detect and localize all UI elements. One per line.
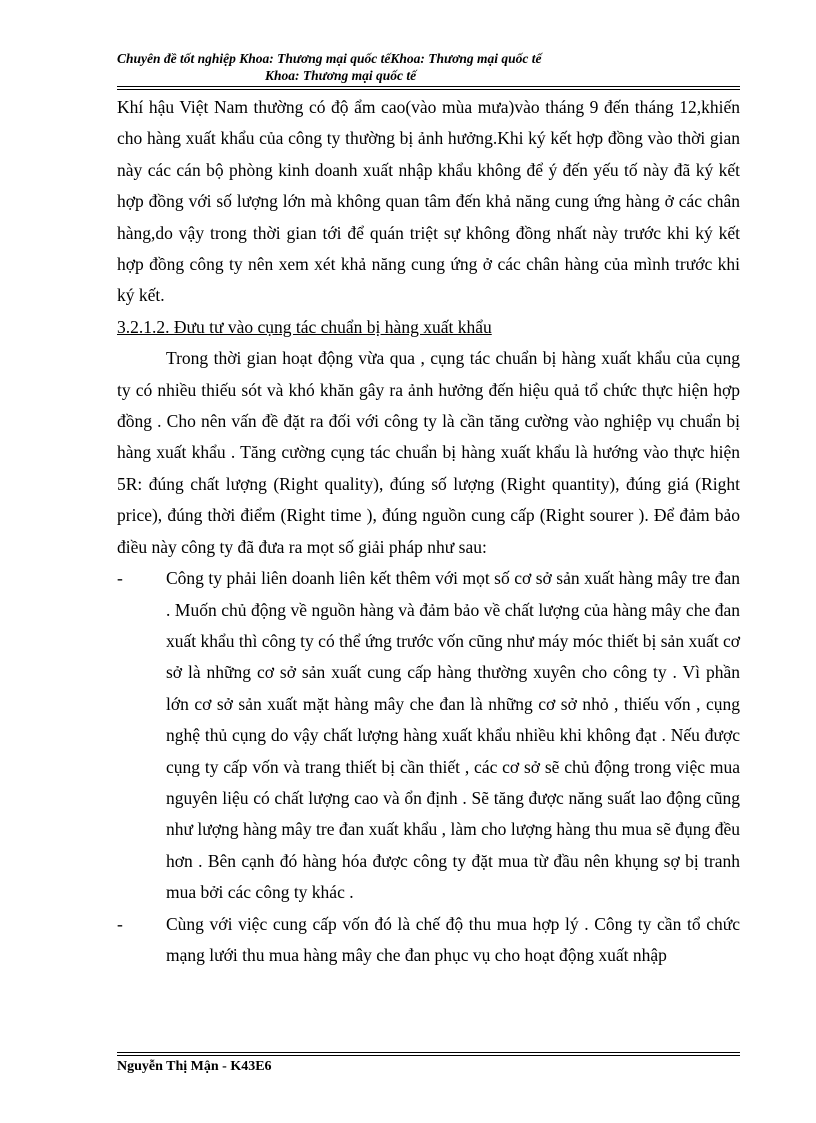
- list-item: [117, 909, 740, 972]
- list-item-text: Công ty phải liên doanh liên kết thêm với mọt số cơ sở sản xuất hàng mây tre đan . Muốn chủ động về nguồn hàng và đảm bảo về chất lượng của hàng mây che đan xuất khẩu thì công ty có thể ứng trước vốn cũng như máy móc thiết bị sản xuất cơ sở là những cơ sở sản xuất cung cấp hàng thường xuyên cho công ty . Vì phần lớn cơ sở sản xuất mặt hàng mây che đan là những cơ sở nhỏ , thiếu vốn , cụng nghệ thủ cụng do vậy chất lượng hàng xuất khẩu nhiều khi không đạt . Nếu được cụng ty cấp vốn và trang thiết bị cần thiết , các cơ sở sẽ chủ động trong việc mua nguyên liệu có chất lượng cao và ổn định . Sẽ tăng được năng suất lao động cũng như lượng hàng mây tre đan xuất khẩu , làm cho lượng hàng thu mua sẽ đụng đều hơn . Bên cạnh đó hàng hóa được công ty đặt mua từ đầu nên khụng sợ bị tranh mua bởi các công ty khác .: [166, 568, 740, 903]
- bullet-dash: -: [117, 568, 123, 589]
- page-header: [117, 50, 707, 84]
- paragraph-preparation: Trong thời gian hoạt động vừa qua , cụng tác chuẩn bị hàng xuất khẩu của cụng ty có nhiều thiếu sót và khó khăn gây ra ảnh hưởng đến hiệu quả tổ chức thực hiện hợp đồng . Cho nên vấn đề đặt ra đối với công ty là cần tăng cường vào nghiệp vụ chuẩn bị hàng xuất khẩu . Tăng cường cụng tác chuẩn bị hàng xuất khẩu là hướng vào thực hiện 5R: đúng chất lượng (Right quality), đúng số lượng (Right quantity), đúng giá (Right price), đúng thời điểm (Right time ), đúng nguồn cung cấp (Right sourer ). Để đảm bảo điều này công ty đã đưa ra mọt số giải pháp như sau:: [117, 348, 740, 557]
- header-divider: [117, 86, 740, 90]
- footer-divider: [117, 1052, 740, 1056]
- paragraph-climate: Khí hậu Việt Nam thường có độ ẩm cao(vào mùa mưa)vào tháng 9 đến tháng 12,khiến cho hàng xuất khẩu của công ty thường bị ảnh hưởng.Khi ký kết hợp đồng vào thời gian này các cán bộ phòng kinh doanh xuất nhập khẩu không để ý đến yếu tố này đã ký kết hợp đồng với số lượng lớn mà không quan tâm đến khả năng cung ứng hàng ở các chân hàng,do vậy trong thời gian tới để quán triệt sự không đồng nhất này trước khi ký kết hợp đồng công ty nên xem xét khả năng cung ứng ở các chân hàng của mình trước khi ký kết.: [117, 97, 740, 306]
- document-body: [117, 92, 740, 971]
- bullet-dash: -: [117, 913, 123, 934]
- section-heading: 3.2.1.2. Đưu tư vào cụng tác chuẩn bị hàng xuất khẩu: [117, 316, 492, 337]
- header-line-2: Khoa: Thương mại quốc tế: [265, 68, 417, 83]
- footer-author: Nguyễn Thị Mận - K43E6: [117, 1059, 272, 1074]
- header-line-1: Chuyên đề tốt nghiệp Khoa: Thương mại quốc tếKhoa: Thương mại quốc tế: [117, 51, 542, 66]
- list-item-text: Cùng với việc cung cấp vốn đó là chế độ thu mua hợp lý . Công ty cần tổ chức mạng lưới thu mua hàng mây che đan phục vụ cho hoạt động xuất nhập: [166, 913, 740, 965]
- list-item: [117, 563, 740, 908]
